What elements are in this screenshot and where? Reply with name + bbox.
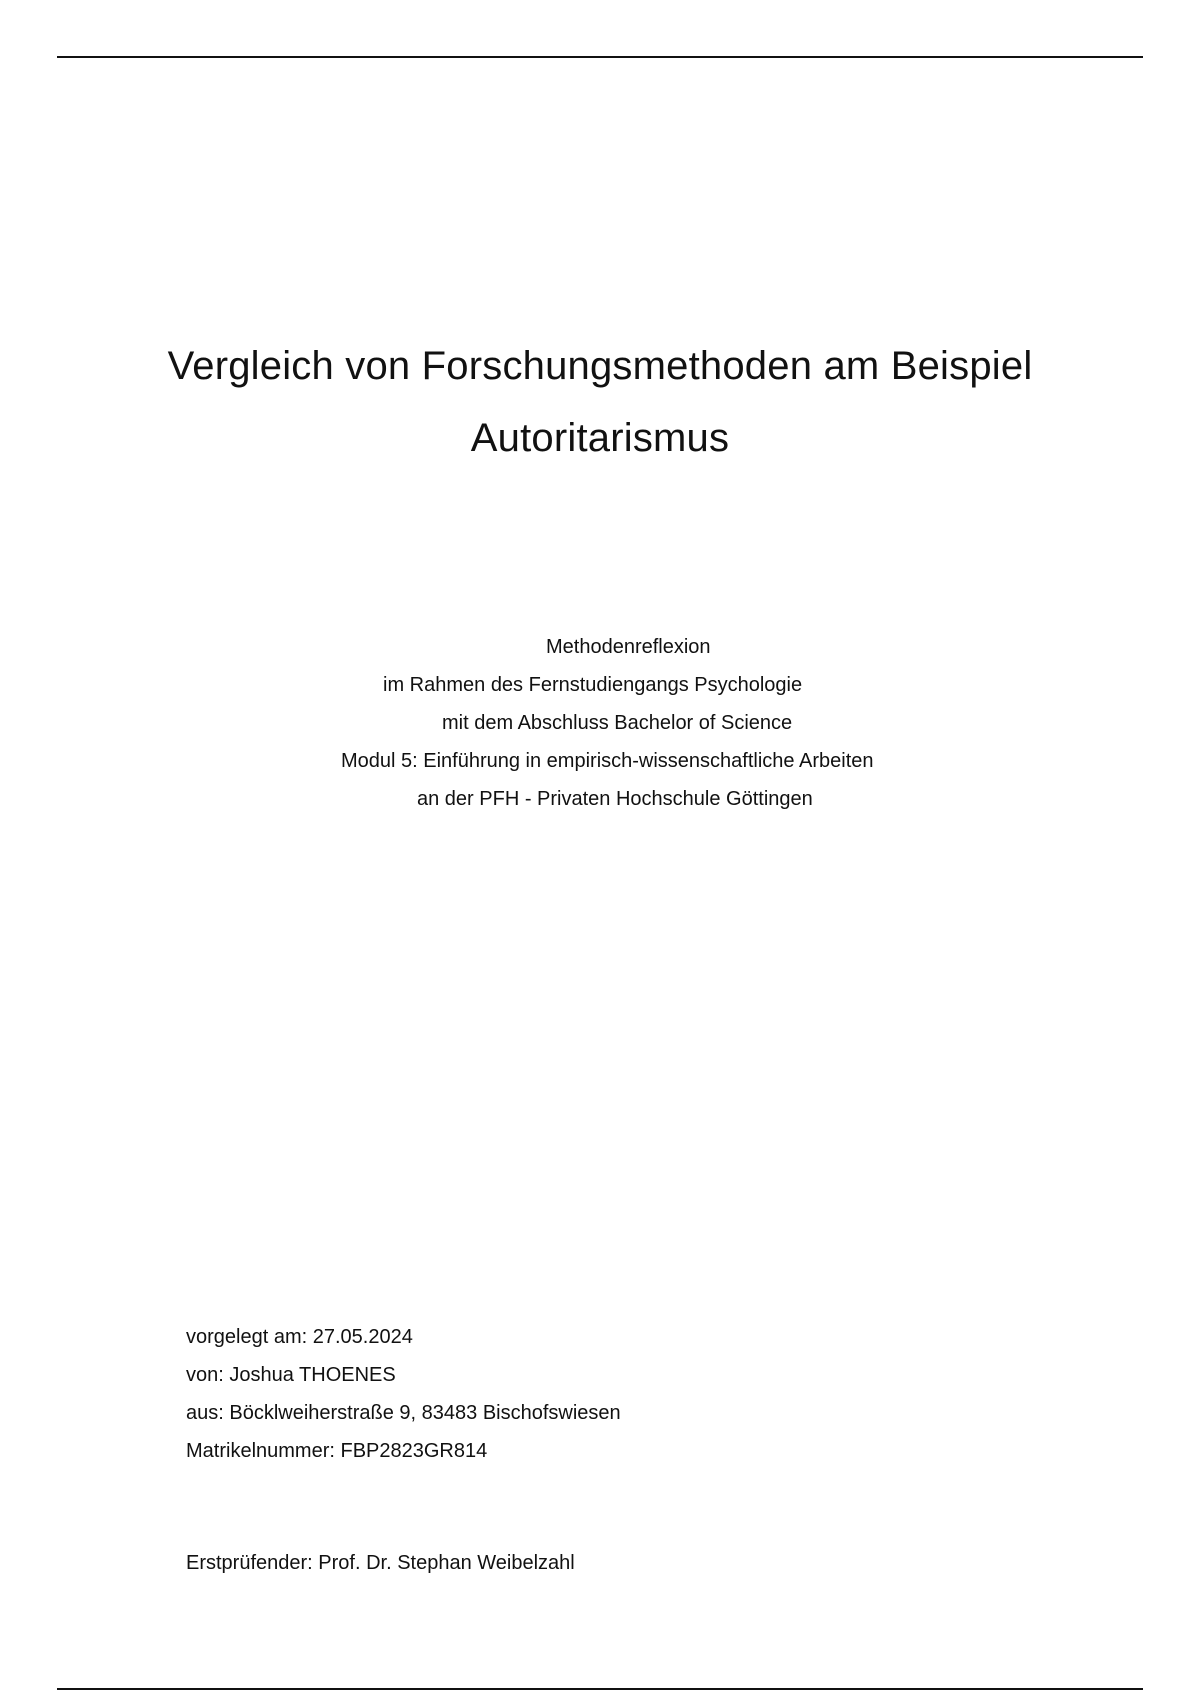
author-address: aus: Böcklweiherstraße 9, 83483 Bischofswiesen [186, 1402, 621, 1424]
subtitle-line-1: Methodenreflexion [546, 636, 711, 658]
examiner: Erstprüfender: Prof. Dr. Stephan Weibelzahl [186, 1552, 575, 1574]
document-title [0, 330, 1200, 474]
bottom-rule [57, 1688, 1143, 1690]
title-line-2: Autoritarismus [470, 416, 730, 460]
title-line-1: Vergleich von Forschungsmethoden am Beispiel [167, 344, 1033, 388]
submission-date: vorgelegt am: 27.05.2024 [186, 1326, 413, 1348]
author-name: von: Joshua THOENES [186, 1364, 396, 1386]
subtitle-line-2: im Rahmen des Fernstudiengangs Psychologie [383, 674, 803, 696]
subtitle-line-3: mit dem Abschluss Bachelor of Science [442, 712, 793, 734]
top-rule [57, 56, 1143, 58]
submission-info [186, 1318, 621, 1470]
subtitle-line-5: an der PFH - Privaten Hochschule Göttingen [417, 788, 813, 810]
subtitle-line-4: Modul 5: Einführung in empirisch-wissenschaftliche Arbeiten [341, 750, 874, 772]
matriculation-number: Matrikelnummer: FBP2823GR814 [186, 1440, 488, 1462]
